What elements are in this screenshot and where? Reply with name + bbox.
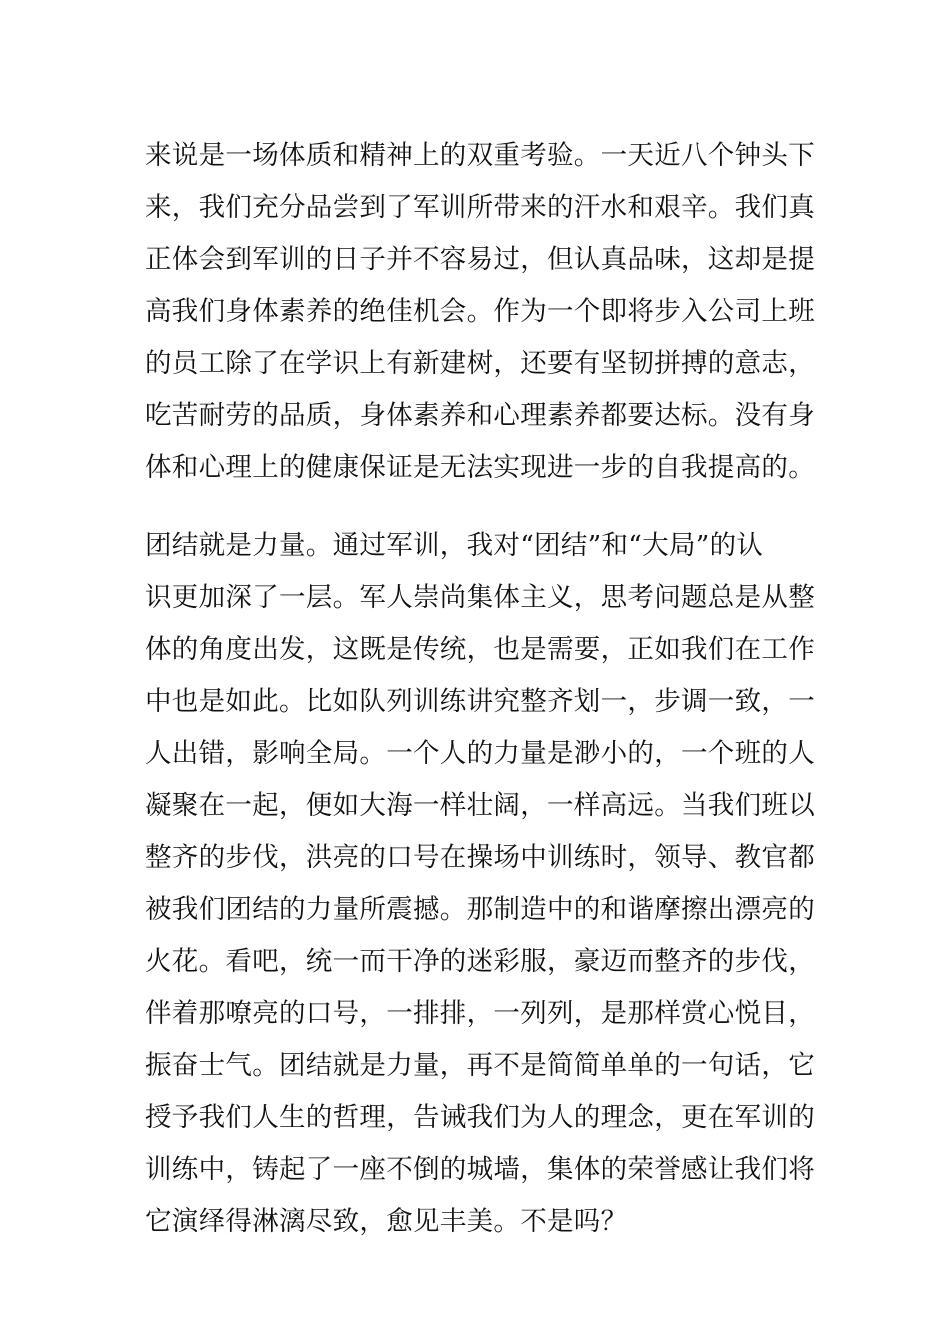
text-line: 火花。看吧，统一而干净的迷彩服，豪迈而整齐的步伐， [145,946,815,977]
text-line: 被我们团结的力量所震撼。那制造中的和谐摩擦出漂亮的 [145,894,815,925]
text-line: 吃苦耐劳的品质，身体素养和心理素养都要达标。没有身 [145,400,815,431]
paragraph-1 [145,130,815,494]
text-line: 整齐的步伐，洪亮的口号在操场中训练时，领导、教官都 [145,842,815,873]
text-line: 体和心理上的健康保证是无法实现进一步的自我提高的。 [145,452,815,483]
text-line: 中也是如此。比如队列训练讲究整齐划一，步调一致，一 [145,686,815,717]
text-line: 体的角度出发，这既是传统，也是需要，正如我们在工作 [145,634,815,665]
text-line: 来，我们充分品尝到了军训所带来的汗水和艰辛。我们真 [145,192,815,223]
text-line: 它演绎得淋漓尽致，愈见丰美。不是吗？ [145,1206,628,1237]
text-line: 人出错，影响全局。一个人的力量是渺小的，一个班的人 [145,738,815,769]
text-line: 凝聚在一起，便如大海一样壮阔，一样高远。当我们班以 [145,790,815,821]
text-line: 训练中，铸起了一座不倒的城墙，集体的荣誉感让我们将 [145,1154,815,1185]
paragraph-2 [145,520,815,1248]
text-line: 高我们身体素养的绝佳机会。作为一个即将步入公司上班 [145,296,815,327]
text-line: 正体会到军训的日子并不容易过，但认真品味，这却是提 [145,244,815,275]
text-line: 伴着那嘹亮的口号，一排排，一列列，是那样赏心悦目， [145,998,815,1029]
text-line: 团结就是力量。通过军训，我对“团结”和“大局”的认 [145,530,764,561]
text-line: 识更加深了一层。军人崇尚集体主义，思考问题总是从整 [145,582,815,613]
text-line: 的员工除了在学识上有新建树，还要有坚韧拼搏的意志， [145,348,815,379]
text-line: 来说是一场体质和精神上的双重考验。一天近八个钟头下 [145,140,815,171]
text-line: 授予我们人生的哲理，告诫我们为人的理念，更在军训的 [145,1102,815,1133]
text-line: 振奋士气。团结就是力量，再不是简简单单的一句话，它 [145,1050,815,1081]
